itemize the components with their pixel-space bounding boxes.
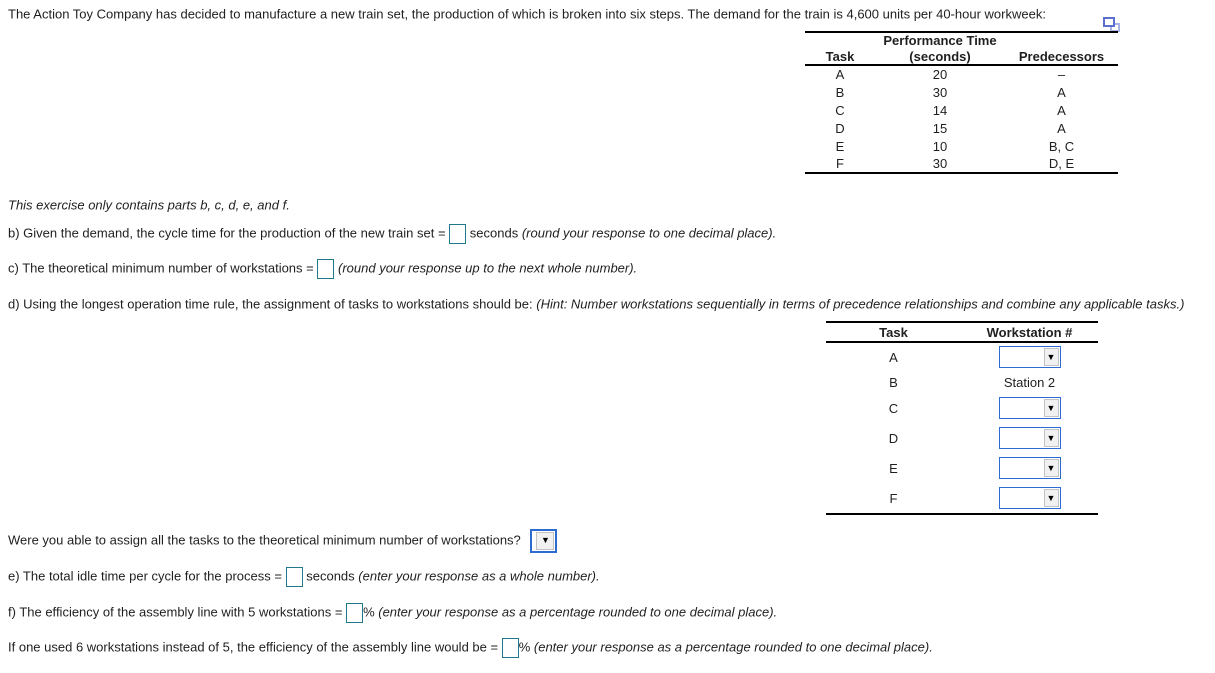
time-cell: 30 bbox=[932, 84, 948, 100]
task-label: A bbox=[889, 349, 898, 365]
pred-cell: A bbox=[1057, 120, 1066, 136]
part-e-text: e) The total idle time per cycle for the process = bbox=[8, 568, 282, 584]
part-c-line bbox=[8, 256, 637, 281]
part-d-hint: (Hint: Number workstations sequentially in terms of precedence relationships and combine any applicable tasks.) bbox=[536, 296, 1185, 312]
task-table bbox=[805, 31, 1118, 174]
task-table-empty-header bbox=[1005, 32, 1118, 48]
chevron-down-icon: ▼ bbox=[1044, 399, 1059, 417]
min-workstations-question-line bbox=[8, 528, 557, 553]
pred-cell: B, C bbox=[1048, 138, 1075, 154]
time-cell: 10 bbox=[932, 138, 948, 154]
part-d-text: d) Using the longest operation time rule, the assignment of tasks to workstations should be: bbox=[8, 296, 533, 312]
chevron-down-icon: ▼ bbox=[1044, 459, 1059, 477]
workstation-select-f-value bbox=[1001, 489, 1044, 507]
part-b-hint: (round your response to one decimal place). bbox=[521, 225, 777, 241]
workstation-select-d-value bbox=[1001, 429, 1044, 447]
table-row bbox=[826, 343, 1098, 371]
problem-statement-text: The Action Toy Company has decided to manufacture a new train set, the production of which is broken into six steps. The demand for the train is 4,600 units per 40-hour workweek: bbox=[8, 6, 1046, 22]
part-f-line bbox=[8, 600, 777, 625]
task-label: C bbox=[888, 400, 899, 416]
part-f2-unit: % bbox=[518, 639, 531, 655]
part-f-text: f) The efficiency of the assembly line with 5 workstations = bbox=[8, 604, 343, 620]
task-cell: E bbox=[835, 138, 845, 154]
chevron-down-icon: ▼ bbox=[536, 532, 554, 550]
table-row bbox=[826, 371, 1098, 393]
table-row bbox=[805, 83, 1118, 101]
part-b-line bbox=[8, 221, 776, 246]
part-b-unit: seconds bbox=[469, 225, 519, 241]
task-cell: D bbox=[835, 120, 845, 136]
task-cell: F bbox=[836, 156, 844, 171]
task-table-pred-header: Predecessors bbox=[1005, 48, 1118, 65]
chevron-down-icon: ▼ bbox=[1044, 429, 1059, 447]
table-row bbox=[826, 393, 1098, 423]
table-row bbox=[826, 423, 1098, 453]
workstation-select-e-value bbox=[1001, 459, 1044, 477]
table-row bbox=[826, 483, 1098, 513]
part-f2-hint: (enter your response as a percentage rounded to one decimal place). bbox=[533, 639, 933, 655]
part-b-answer-input[interactable] bbox=[449, 224, 466, 244]
pred-cell: A bbox=[1057, 84, 1066, 100]
workstation-select-f[interactable] bbox=[999, 487, 1061, 509]
assignment-task-header: Task bbox=[879, 324, 908, 340]
assignment-workstation-header: Workstation # bbox=[986, 324, 1073, 340]
table-row bbox=[805, 155, 1118, 173]
min-workstations-question-text: Were you able to assign all the tasks to the theoretical minimum number of workstations? bbox=[8, 532, 521, 548]
table-row bbox=[805, 65, 1118, 83]
workstation-select-e[interactable] bbox=[999, 457, 1061, 479]
table-row bbox=[826, 453, 1098, 483]
chevron-down-icon: ▼ bbox=[1044, 348, 1059, 366]
part-f2-text: If one used 6 workstations instead of 5, the efficiency of the assembly line would be = bbox=[8, 639, 499, 655]
problem-statement bbox=[8, 2, 1046, 27]
chevron-down-icon: ▼ bbox=[1044, 489, 1059, 507]
task-cell: B bbox=[835, 84, 845, 100]
pred-cell: D, E bbox=[1048, 156, 1075, 171]
part-e-unit: seconds bbox=[306, 568, 355, 584]
task-table-time-header-line2: (seconds) bbox=[875, 48, 1005, 65]
part-f-answer-input[interactable] bbox=[346, 603, 363, 623]
task-table-empty-header bbox=[805, 32, 875, 48]
workstation-select-a-value bbox=[1001, 348, 1044, 366]
time-cell: 14 bbox=[932, 102, 948, 118]
pred-cell: – bbox=[1057, 67, 1066, 82]
assignment-table-header bbox=[826, 323, 1098, 343]
part-e-line bbox=[8, 564, 600, 589]
time-cell: 20 bbox=[932, 67, 948, 82]
min-workstations-select[interactable] bbox=[530, 529, 557, 553]
part-f2-answer-input[interactable] bbox=[502, 638, 519, 658]
task-cell: C bbox=[835, 102, 845, 118]
part-f-unit: % bbox=[363, 604, 375, 620]
part-f2-line bbox=[8, 635, 933, 660]
table-row bbox=[805, 119, 1118, 137]
workstation-select-d[interactable] bbox=[999, 427, 1061, 449]
part-c-hint: (round your response up to the next whole number). bbox=[338, 260, 638, 276]
time-cell: 15 bbox=[932, 120, 948, 136]
part-c-answer-input[interactable] bbox=[317, 259, 334, 279]
exercise-note: This exercise only contains parts b, c, d, e, and f. bbox=[8, 197, 290, 213]
time-cell: 30 bbox=[932, 156, 948, 171]
part-f-hint: (enter your response as a percentage rounded to one decimal place). bbox=[378, 604, 778, 620]
task-cell: A bbox=[835, 67, 845, 82]
task-label: D bbox=[888, 430, 899, 446]
task-label: E bbox=[889, 460, 898, 476]
task-label: B bbox=[889, 374, 898, 390]
table-row bbox=[805, 101, 1118, 119]
assignment-table bbox=[826, 321, 1098, 515]
workstation-select-a[interactable] bbox=[999, 346, 1061, 368]
part-b-text: b) Given the demand, the cycle time for the production of the new train set = bbox=[8, 225, 446, 241]
part-d-line bbox=[8, 292, 1184, 317]
popout-icon-front-square bbox=[1103, 17, 1115, 27]
popout-icon[interactable] bbox=[1103, 17, 1120, 32]
workstation-select-c[interactable] bbox=[999, 397, 1061, 419]
workstation-select-c-value bbox=[1001, 399, 1044, 417]
part-c-text: c) The theoretical minimum number of workstations = bbox=[8, 260, 314, 276]
task-table-task-header: Task bbox=[805, 48, 875, 65]
part-e-answer-input[interactable] bbox=[286, 567, 303, 587]
pred-cell: A bbox=[1057, 102, 1066, 118]
part-e-hint: (enter your response as a whole number). bbox=[358, 568, 600, 584]
table-row bbox=[805, 137, 1118, 155]
task-label: F bbox=[889, 490, 898, 506]
workstation-value-b: Station 2 bbox=[1003, 374, 1056, 390]
task-table-time-header-line1: Performance Time bbox=[883, 33, 997, 48]
